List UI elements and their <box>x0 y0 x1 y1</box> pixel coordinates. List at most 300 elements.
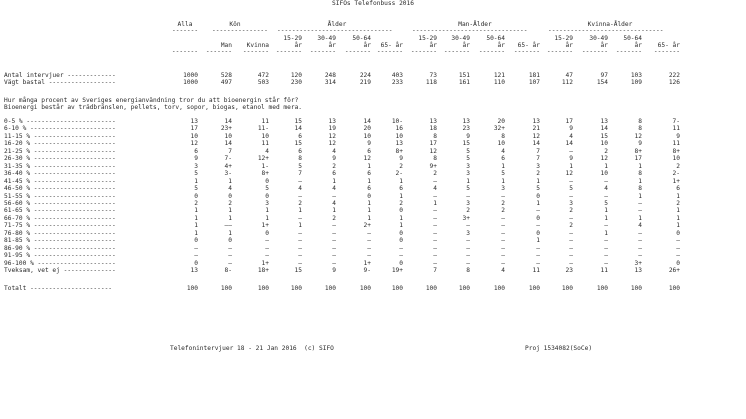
table-cell: 1 <box>228 207 232 215</box>
table-cell: 0 <box>676 229 680 237</box>
count-row-label: Antal intervjuer ------------- <box>4 72 116 79</box>
table-cell: 20 <box>497 118 505 125</box>
table-cell: – <box>298 259 302 267</box>
table-cell: – <box>466 259 470 267</box>
table-cell: 5 <box>466 185 470 193</box>
group-dashes-kon: --------------- <box>212 27 268 34</box>
table-cell: 12 <box>634 132 642 140</box>
table-cell: 4+ <box>224 162 232 170</box>
table-cell: 1 <box>332 207 336 215</box>
total-cell: 100 <box>391 285 403 292</box>
table-cell: – <box>332 237 336 245</box>
table-cell: 17 <box>634 155 642 163</box>
table-cell: 14 <box>224 118 232 125</box>
table-cell: 1 <box>604 214 608 222</box>
table-cell: 2- <box>672 170 680 178</box>
total-cell: 100 <box>257 285 269 292</box>
count-cell: 120 <box>290 72 302 79</box>
column-header-dashes: ------- <box>275 48 302 55</box>
table-row-label: 66-70 % ---------------------- <box>4 214 116 222</box>
column-header: år <box>462 42 470 49</box>
table-cell: 2 <box>399 162 403 170</box>
count-cell: 47 <box>565 72 573 79</box>
table-cell: 1 <box>399 177 403 185</box>
footer-left: Telefonintervjuer 18 - 21 Jan 2016 (c) SIFO <box>170 345 334 352</box>
table-cell: 12 <box>600 155 608 163</box>
question-line-2: Bioenergi består av trädbränslen, pellets, torv, sopor, biogas, etanol med mera. <box>4 104 303 111</box>
table-row-label: 26-30 % ---------------------- <box>4 155 116 163</box>
table-cell: 5 <box>466 155 470 163</box>
table-cell: 13 <box>634 267 642 274</box>
table-cell: 11 <box>672 125 680 133</box>
column-header-dashes: ------- <box>344 48 371 55</box>
table-cell: 6 <box>298 132 302 140</box>
table-cell: 11 <box>261 118 269 125</box>
table-cell: – <box>433 222 437 230</box>
table-cell: 0 <box>536 192 540 200</box>
table-cell: 7- <box>672 118 680 125</box>
table-row-label: 0-5 % ------------------------ <box>4 118 116 125</box>
table-cell: 1 <box>298 207 302 215</box>
table-cell: 5 <box>569 185 573 193</box>
table-cell: 1 <box>228 214 232 222</box>
column-header: 30-49 <box>317 35 336 42</box>
table-cell: 1+ <box>363 259 371 267</box>
table-cell: 1 <box>399 192 403 200</box>
count-cell: 314 <box>324 79 336 86</box>
table-cell: 13 <box>600 118 608 125</box>
table-cell: – <box>298 192 302 200</box>
table-cell: 2 <box>466 207 470 215</box>
count-cell: 403 <box>391 72 403 79</box>
table-cell: 4 <box>604 185 608 193</box>
group-dashes-man-alder: ------------------------------- <box>412 27 528 34</box>
count-cell: 154 <box>596 79 608 86</box>
table-cell: 1 <box>298 222 302 230</box>
table-cell: – <box>501 237 505 245</box>
column-header-dashes: ------- <box>653 48 680 55</box>
group-dashes-alla: ------- <box>172 27 199 34</box>
table-cell: 11 <box>600 267 608 274</box>
table-cell: 1 <box>638 177 642 185</box>
count-cell: 1000 <box>183 79 198 86</box>
table-row-label: 36-40 % ---------------------- <box>4 170 116 178</box>
table-cell: 1 <box>194 214 198 222</box>
table-cell: 1 <box>194 177 198 185</box>
table-cell: 1+ <box>672 177 680 185</box>
table-cell: – <box>194 244 198 252</box>
table-cell: 12+ <box>257 155 269 163</box>
table-cell: – <box>433 259 437 267</box>
table-cell: 15 <box>294 267 302 274</box>
total-cell: 100 <box>493 285 505 292</box>
total-cell: 100 <box>324 285 336 292</box>
table-cell: – <box>332 252 336 260</box>
table-cell: 10 <box>672 155 680 163</box>
table-cell: 10 <box>497 140 505 148</box>
table-cell: 8- <box>224 267 232 274</box>
table-cell: 3 <box>501 185 505 193</box>
table-cell: 13 <box>532 118 540 125</box>
group-header-man-alder: Man-Ålder <box>458 21 492 28</box>
table-cell: 8 <box>638 185 642 193</box>
table-cell: – <box>676 244 680 252</box>
group-header-alla: Alla <box>177 21 193 28</box>
table-cell: 1 <box>367 177 371 185</box>
table-cell: 2 <box>194 199 198 207</box>
table-cell: – <box>604 237 608 245</box>
table-cell: – <box>604 244 608 252</box>
table-cell: – <box>466 192 470 200</box>
table-cell: 9 <box>367 140 371 148</box>
table-cell: 3 <box>466 229 470 237</box>
table-cell: 13 <box>462 118 470 125</box>
table-row-label: 96-100 % --------------------- <box>4 259 116 267</box>
table-cell: 12 <box>565 170 573 178</box>
total-cell: 100 <box>630 285 642 292</box>
table-cell: 0 <box>228 237 232 245</box>
table-cell: – <box>638 229 642 237</box>
column-header: 15-29 <box>283 35 302 42</box>
table-cell: 9 <box>332 267 336 274</box>
table-cell: – <box>569 237 573 245</box>
table-cell: 11- <box>257 125 269 133</box>
table-cell: – <box>433 177 437 185</box>
table-cell: 1 <box>536 177 540 185</box>
table-row-label: 16-20 % ---------------------- <box>4 140 116 148</box>
table-cell: – <box>676 237 680 245</box>
table-cell: – <box>433 244 437 252</box>
column-header-dashes: ------- <box>171 48 198 55</box>
table-cell: 1 <box>676 207 680 215</box>
table-cell: 13 <box>328 118 336 125</box>
count-cell: 1000 <box>183 72 198 79</box>
table-cell: 14 <box>224 140 232 148</box>
total-cell: 100 <box>458 285 470 292</box>
table-cell: 6 <box>676 185 680 193</box>
table-cell: – <box>676 252 680 260</box>
table-cell: 11 <box>261 140 269 148</box>
total-cell: 100 <box>220 285 232 292</box>
table-cell: 5 <box>536 185 540 193</box>
table-row-label: 91-95 % ---------------------- <box>4 252 116 260</box>
table-cell: – <box>298 229 302 237</box>
table-cell: 4 <box>265 147 269 155</box>
column-header: år <box>497 42 505 49</box>
table-cell: 12 <box>429 147 437 155</box>
table-cell: 6 <box>332 170 336 178</box>
table-cell: 2 <box>501 199 505 207</box>
table-cell: 4 <box>332 185 336 193</box>
table-cell: 8+ <box>261 170 269 178</box>
table-cell: – <box>194 252 198 260</box>
group-header-kvinna-alder: Kvinna-Ålder <box>587 21 633 28</box>
table-cell: 7 <box>536 155 540 163</box>
table-row-label: 56-60 % ---------------------- <box>4 199 116 207</box>
table-cell: 0 <box>228 192 232 200</box>
group-dashes-kvinna-alder: ------------------------------- <box>548 27 664 34</box>
column-header: 65- år <box>380 42 403 49</box>
total-cell: 100 <box>528 285 540 292</box>
table-cell: – <box>367 244 371 252</box>
table-cell: 1 <box>194 222 198 230</box>
page-title: SIFOs Telefonbuss 2016 <box>332 0 414 7</box>
count-cell: 110 <box>493 79 505 86</box>
table-cell: 14 <box>565 140 573 148</box>
table-cell: – <box>604 252 608 260</box>
column-header: 15-29 <box>418 35 437 42</box>
table-cell: 10 <box>363 132 371 140</box>
table-row-label: 51-55 % ---------------------- <box>4 192 116 200</box>
table-cell: 1+ <box>261 222 269 230</box>
table-cell: 3 <box>265 199 269 207</box>
table-cell: 1 <box>638 192 642 200</box>
total-row-label: Totalt ---------------------- <box>4 285 113 292</box>
table-cell: 15 <box>462 140 470 148</box>
table-cell: 8+ <box>634 147 642 155</box>
table-cell: – <box>332 222 336 230</box>
table-cell: – <box>466 237 470 245</box>
table-cell: 8 <box>638 125 642 133</box>
table-cell: 1 <box>332 177 336 185</box>
count-cell: 112 <box>561 79 573 86</box>
table-cell: 1 <box>367 207 371 215</box>
table-cell: 2 <box>298 199 302 207</box>
table-cell: 23 <box>462 125 470 133</box>
table-cell: 14 <box>294 125 302 133</box>
table-cell: – <box>604 177 608 185</box>
table-cell: – <box>536 244 540 252</box>
count-cell: 97 <box>600 72 608 79</box>
count-cell: 118 <box>425 79 437 86</box>
table-cell: – <box>569 244 573 252</box>
table-cell: 5 <box>194 185 198 193</box>
table-cell: 0 <box>676 259 680 267</box>
table-cell: – <box>433 207 437 215</box>
table-cell: – <box>332 229 336 237</box>
table-cell: 7 <box>433 267 437 274</box>
table-cell: – <box>569 192 573 200</box>
table-cell: 1- <box>261 162 269 170</box>
column-header: år <box>429 42 437 49</box>
table-cell: – <box>501 244 505 252</box>
table-cell: – <box>501 222 505 230</box>
column-header: 65- år <box>517 42 540 49</box>
table-cell: – <box>433 229 437 237</box>
table-cell: 10 <box>600 140 608 148</box>
table-cell: 10 <box>600 170 608 178</box>
table-row-label: 86-90 % ---------------------- <box>4 244 116 252</box>
table-cell: 14 <box>600 125 608 133</box>
count-row-label: Vägt bastal ------------------ <box>4 79 116 86</box>
column-header-dashes: ------- <box>546 48 573 55</box>
table-cell: 1 <box>367 214 371 222</box>
table-cell: 18 <box>429 125 437 133</box>
table-cell: 13 <box>190 267 198 274</box>
table-cell: – <box>604 192 608 200</box>
table-cell: 16 <box>395 125 403 133</box>
table-cell: – <box>367 229 371 237</box>
table-cell: 8 <box>638 118 642 125</box>
table-cell: 11 <box>672 140 680 148</box>
column-header: 15-29 <box>554 35 573 42</box>
table-cell: – <box>501 229 505 237</box>
count-cell: 248 <box>324 72 336 79</box>
count-cell: 230 <box>290 79 302 86</box>
table-cell: 1 <box>569 162 573 170</box>
table-cell: 12 <box>328 132 336 140</box>
table-cell: – <box>638 199 642 207</box>
table-cell: – <box>332 192 336 200</box>
table-row-label: 46-50 % ---------------------- <box>4 185 116 193</box>
table-cell: 10 <box>190 132 198 140</box>
table-row-label: 81-85 % ---------------------- <box>4 237 116 245</box>
table-cell: 6 <box>501 155 505 163</box>
table-cell: 13 <box>190 118 198 125</box>
table-cell: 15 <box>600 132 608 140</box>
column-header-dashes: ------- <box>309 48 336 55</box>
table-cell: 8+ <box>395 147 403 155</box>
table-cell: 0 <box>265 177 269 185</box>
table-cell: 3- <box>224 170 232 178</box>
table-cell: – <box>265 244 269 252</box>
table-row-label: 61-65 % ---------------------- <box>4 207 116 215</box>
table-cell: – <box>228 244 232 252</box>
group-header-alder: Ålder <box>327 21 347 28</box>
table-cell: 6 <box>367 147 371 155</box>
table-cell: – <box>569 177 573 185</box>
table-cell: 4 <box>501 267 505 274</box>
table-cell: 1 <box>265 214 269 222</box>
table-cell: 1 <box>604 207 608 215</box>
table-cell: 7 <box>298 170 302 178</box>
column-header: år <box>363 42 371 49</box>
table-cell: 21 <box>532 125 540 133</box>
column-header: Kvinna <box>246 42 269 49</box>
table-cell: 17 <box>565 118 573 125</box>
table-cell: 17 <box>429 140 437 148</box>
table-cell: 5 <box>265 185 269 193</box>
table-cell: – <box>367 237 371 245</box>
table-cell: 26+ <box>668 267 680 274</box>
table-cell: 0 <box>194 259 198 267</box>
table-row-label: Tveksam, vet ej -------------- <box>4 267 116 274</box>
table-cell: – <box>466 252 470 260</box>
table-cell: – <box>298 214 302 222</box>
table-cell: 20 <box>363 125 371 133</box>
table-cell: 8 <box>638 170 642 178</box>
table-cell: 1 <box>367 162 371 170</box>
table-cell: 1 <box>501 177 505 185</box>
table-cell: 9 <box>466 132 470 140</box>
table-cell: 5 <box>501 170 505 178</box>
table-cell: – <box>638 244 642 252</box>
total-cell: 100 <box>596 285 608 292</box>
count-cell: 109 <box>630 79 642 86</box>
count-cell: 472 <box>257 72 269 79</box>
table-cell: – <box>265 237 269 245</box>
column-header: år <box>600 42 608 49</box>
table-cell: 23+ <box>220 125 232 133</box>
table-cell: – <box>228 252 232 260</box>
table-cell: 9 <box>399 155 403 163</box>
table-cell: 5 <box>604 199 608 207</box>
table-row-label: 6-10 % ----------------------- <box>4 125 116 133</box>
table-cell: – <box>536 252 540 260</box>
table-cell: 1 <box>228 229 232 237</box>
question-line-1: Hur många procent av Sveriges energianvändning tror du att bioenergin står för? <box>4 97 299 104</box>
group-header-kon: Kön <box>229 21 241 28</box>
count-cell: 107 <box>528 79 540 86</box>
table-cell: 0 <box>399 229 403 237</box>
table-cell: 7 <box>536 147 540 155</box>
table-cell: 9 <box>194 155 198 163</box>
table-cell: 1 <box>676 192 680 200</box>
table-cell: 2- <box>395 170 403 178</box>
table-cell: 3 <box>569 199 573 207</box>
table-cell: – <box>298 237 302 245</box>
table-cell: 0 <box>399 259 403 267</box>
column-header: 30-49 <box>589 35 608 42</box>
table-cell: 5 <box>466 147 470 155</box>
table-cell: – <box>466 222 470 230</box>
table-cell: – <box>536 207 540 215</box>
table-cell: 3 <box>466 199 470 207</box>
table-cell: 12 <box>190 140 198 148</box>
table-cell: 2 <box>332 162 336 170</box>
total-cell: 100 <box>186 285 198 292</box>
table-cell: 19 <box>328 125 336 133</box>
table-cell: – <box>501 252 505 260</box>
table-cell: 23 <box>565 267 573 274</box>
table-cell: 15 <box>294 140 302 148</box>
table-cell: 2 <box>569 222 573 230</box>
table-cell: 9 <box>569 155 573 163</box>
column-header-dashes: ------- <box>581 48 608 55</box>
table-cell: – <box>501 214 505 222</box>
table-cell: 8 <box>501 132 505 140</box>
total-cell: 100 <box>668 285 680 292</box>
table-cell: 10 <box>395 132 403 140</box>
table-cell: –– <box>224 222 232 230</box>
table-cell: 8+ <box>672 147 680 155</box>
table-cell: 13 <box>429 118 437 125</box>
table-cell: 4 <box>638 222 642 230</box>
table-cell: – <box>298 177 302 185</box>
table-cell: – <box>399 244 403 252</box>
table-cell: 8 <box>298 155 302 163</box>
table-cell: 0 <box>399 237 403 245</box>
table-cell: – <box>265 252 269 260</box>
table-cell: 2 <box>501 207 505 215</box>
table-cell: – <box>228 259 232 267</box>
table-cell: 10- <box>391 118 403 125</box>
table-cell: 9 <box>638 140 642 148</box>
table-cell: 2 <box>332 214 336 222</box>
table-cell: 1 <box>604 229 608 237</box>
table-cell: 9 <box>569 125 573 133</box>
table-cell: 6 <box>367 170 371 178</box>
table-cell: 0 <box>265 229 269 237</box>
table-cell: 5 <box>194 170 198 178</box>
table-cell: – <box>399 252 403 260</box>
column-header: år <box>634 42 642 49</box>
table-cell: 19+ <box>391 267 403 274</box>
table-cell: 13 <box>395 140 403 148</box>
count-cell: 233 <box>391 79 403 86</box>
table-cell: – <box>604 259 608 267</box>
table-cell: 0 <box>399 207 403 215</box>
